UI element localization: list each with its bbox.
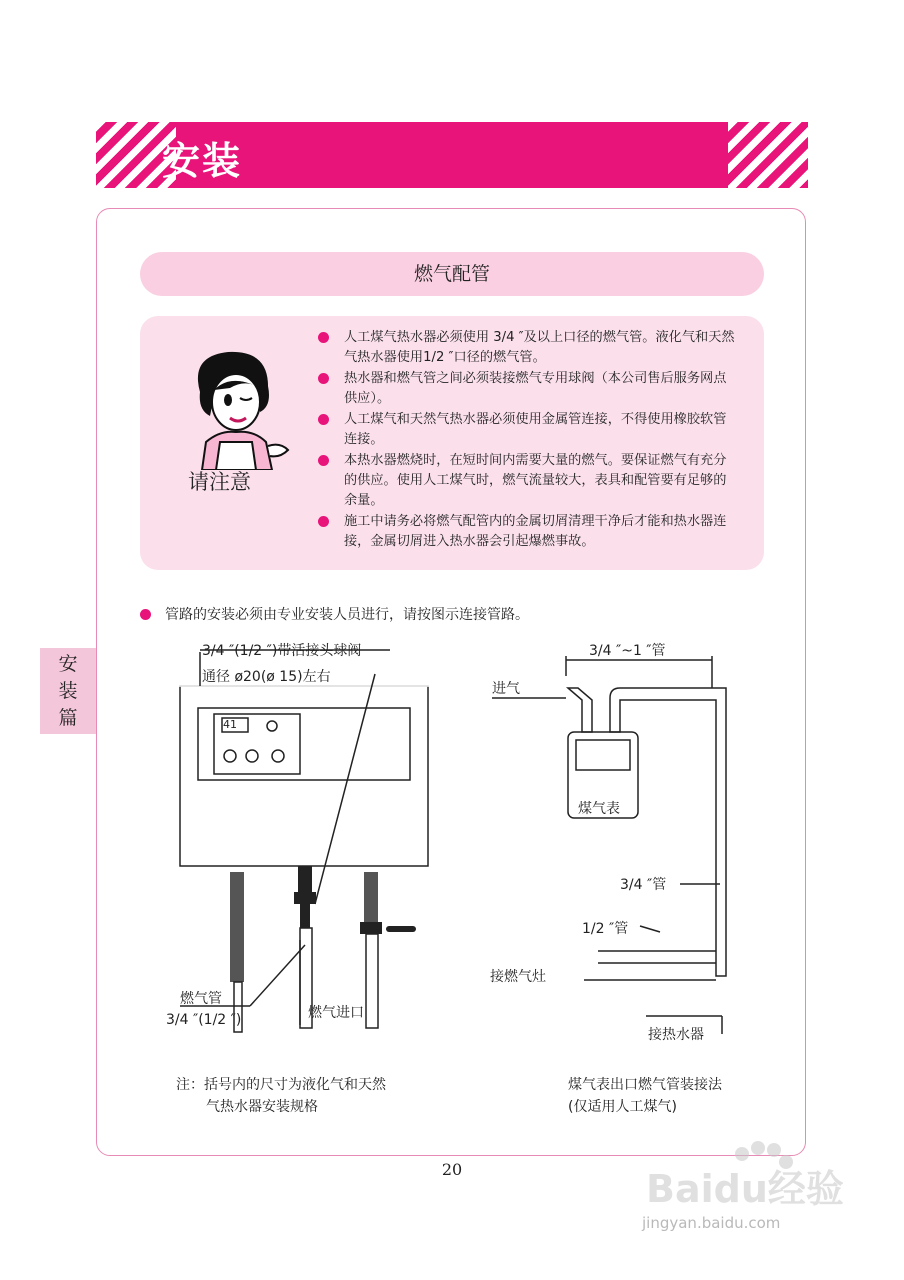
meter-diagram: [480, 636, 780, 1056]
bullet-icon: [318, 332, 329, 343]
bullet-icon: [318, 373, 329, 384]
page-title: 安装: [162, 139, 243, 183]
section-title: 燃气配管: [140, 252, 764, 296]
bullet-icon: [318, 516, 329, 527]
list-item: 人工煤气热水器必须使用 3/4 ″及以上口径的燃气管。液化气和天然气热水器使用1/2 ″口径的燃气管。: [318, 328, 738, 368]
diagram-label: 3/4 ″(1/2 ″): [166, 1012, 242, 1028]
list-item: 热水器和燃气管之间必须装接燃气专用球阀（本公司售后服务网点供应）。: [318, 369, 738, 409]
diagram-label: 进气: [492, 681, 520, 697]
diagram-caption: (仅适用人工煤气): [568, 1099, 677, 1115]
diagram-label: 3/4 ″~1 ″管: [589, 643, 666, 659]
diagram-label: 1/2 ″管: [582, 921, 629, 937]
diagram-label: 燃气管: [180, 991, 222, 1007]
woman-illustration: [180, 346, 292, 470]
diagram-label: 3/4 ″(1/2 ″)带活接头球阀: [202, 643, 362, 659]
page-number: 20: [441, 1160, 463, 1179]
diagram-note: 气热水器安装规格: [206, 1099, 318, 1115]
watermark-url: jingyan.baidu.com: [642, 1214, 781, 1232]
diagram-label: 接燃气灶: [490, 969, 546, 985]
bullet-icon: [318, 455, 329, 466]
diagram-label: 通径 ø20(ø 15)左右: [202, 669, 331, 685]
list-item: 人工煤气和天然气热水器必须使用金属管连接，不得使用橡胶软管连接。: [318, 410, 738, 450]
header-banner: [96, 122, 808, 188]
diagram-label: 接热水器: [648, 1027, 704, 1043]
heater-diagram: [150, 630, 450, 1050]
diagram-label: 燃气进口: [308, 1005, 364, 1021]
side-tab: 安 装 篇: [40, 648, 96, 734]
heater-display-value: 41: [223, 718, 237, 731]
bullet-icon: [140, 609, 151, 620]
lead-text: 管路的安装必须由专业安装人员进行，请按图示连接管路。: [140, 604, 529, 624]
svg-text:Baidu经验: Baidu经验: [646, 1167, 844, 1211]
baidu-jingyan-logo: [640, 1140, 880, 1250]
diagram-label: 3/4 ″管: [620, 877, 667, 893]
notice-caption: 请注意: [188, 470, 251, 494]
list-item: 施工中请务必将燃气配管内的金属切屑清理干净后才能和热水器连接，金属切屑进入热水器会引起爆燃事故。: [318, 512, 738, 552]
diagram-note: 注：括号内的尺寸为液化气和天然: [176, 1077, 386, 1093]
diagram-label: 煤气表: [578, 801, 620, 817]
banner-stripes-right: [728, 122, 808, 188]
notice-list: [318, 328, 738, 553]
list-item: 本热水器燃烧时，在短时间内需要大量的燃气。要保证燃气有充分的供应。使用人工煤气时，燃气流量较大，表具和配管要有足够的余量。: [318, 451, 738, 511]
bullet-icon: [318, 414, 329, 425]
diagram-caption: 煤气表出口燃气管装接法: [568, 1077, 722, 1093]
